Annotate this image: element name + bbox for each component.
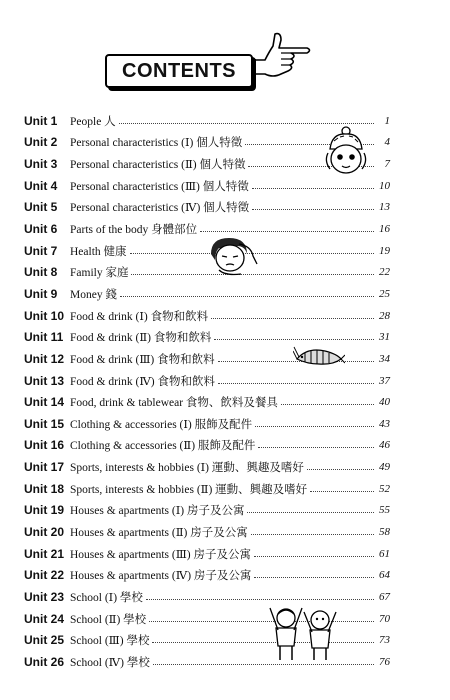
unit-label: Unit 16 — [24, 438, 65, 453]
unit-title: Health 健康 — [70, 245, 127, 258]
toc-entry — [24, 564, 390, 586]
dot-leader — [258, 447, 374, 448]
shrimp-icon — [293, 345, 345, 369]
page-number: 40 — [379, 396, 390, 409]
dot-leader — [200, 231, 374, 232]
pointing-hand-icon — [251, 30, 313, 86]
unit-label: Unit 14 — [24, 395, 65, 410]
page-number: 22 — [379, 266, 390, 279]
page-number: 1 — [384, 114, 390, 127]
page-number: 13 — [379, 201, 390, 214]
contents-header — [105, 30, 305, 92]
page-number: 52 — [379, 482, 390, 495]
unit-label: Unit 19 — [24, 503, 65, 518]
unit-label: Unit 21 — [24, 546, 65, 561]
unit-label: Unit 12 — [24, 351, 65, 366]
unit-title: Personal characteristics (Ⅳ) 個人特徵 — [70, 202, 250, 215]
page-number: 4 — [384, 136, 390, 149]
unit-title: Food & drink (Ⅰ) 食物和飲料 — [70, 310, 209, 323]
unit-label: Unit 25 — [24, 633, 65, 648]
unit-label: Unit 18 — [24, 481, 65, 496]
unit-label: Unit 17 — [24, 460, 65, 475]
unit-title: Sports, interests & hobbies (Ⅱ) 運動、興趣及嗜好 — [70, 483, 308, 496]
unit-title: Clothing & accessories (Ⅱ) 服飾及配件 — [70, 440, 256, 453]
dot-leader — [211, 318, 374, 319]
unit-title: Money 錢 — [70, 288, 117, 301]
unit-label: Unit 10 — [24, 308, 65, 323]
unit-label: Unit 20 — [24, 524, 65, 539]
unit-title: School (Ⅲ) 學校 — [70, 635, 150, 648]
unit-label: Unit 3 — [24, 157, 58, 172]
toc-entry — [24, 391, 390, 413]
unit-label: Unit 5 — [24, 200, 58, 215]
unit-label: Unit 8 — [24, 265, 58, 280]
dot-leader — [247, 512, 374, 513]
unit-title: Personal characteristics (Ⅰ) 個人特徵 — [70, 137, 243, 150]
unit-title: Houses & apartments (Ⅱ) 房子及公寓 — [70, 526, 248, 539]
contents-title: CONTENTS — [122, 59, 236, 82]
unit-label: Unit 9 — [24, 286, 58, 301]
page-number: 7 — [384, 158, 390, 171]
page-number: 10 — [379, 179, 390, 192]
dot-leader — [255, 426, 374, 427]
page-number: 25 — [379, 287, 390, 300]
unit-label: Unit 11 — [24, 330, 64, 345]
unit-title: Parts of the body 身體部位 — [70, 224, 198, 237]
toc-entry — [24, 305, 390, 327]
unit-label: Unit 7 — [24, 243, 58, 258]
toc-entry — [24, 370, 390, 392]
table-of-contents — [24, 110, 390, 673]
unit-title: Food & drink (Ⅲ) 食物和飲料 — [70, 353, 215, 366]
unit-title: People 人 — [70, 115, 116, 128]
page-number: 37 — [379, 374, 390, 387]
toc-entry — [24, 197, 390, 219]
unit-label: Unit 13 — [24, 373, 65, 388]
page-number: 64 — [379, 569, 390, 582]
unit-title: Personal characteristics (Ⅱ) 個人特徵 — [70, 159, 246, 172]
page-number: 31 — [379, 331, 390, 344]
dot-leader — [252, 188, 374, 189]
page-number: 76 — [379, 655, 390, 668]
page-number: 58 — [379, 525, 390, 538]
dot-leader — [146, 599, 374, 600]
unit-label: Unit 24 — [24, 611, 65, 626]
dot-leader — [307, 469, 374, 470]
unit-title: Personal characteristics (Ⅲ) 個人特徵 — [70, 180, 249, 193]
sick-woman-icon — [205, 234, 261, 278]
unit-title: Houses & apartments (Ⅲ) 房子及公寓 — [70, 548, 252, 561]
page-number: 55 — [379, 504, 390, 517]
unit-title: Food & drink (Ⅱ) 食物和飲料 — [70, 332, 212, 345]
page-number: 28 — [379, 309, 390, 322]
dot-leader — [119, 123, 374, 124]
toc-entry — [24, 413, 390, 435]
page-number: 43 — [379, 417, 390, 430]
page-number: 19 — [379, 244, 390, 257]
unit-label: Unit 22 — [24, 568, 65, 583]
dot-leader — [252, 209, 374, 210]
unit-title: Clothing & accessories (Ⅰ) 服飾及配件 — [70, 418, 253, 431]
unit-title: Food, drink & tablewear 食物、飲料及餐具 — [70, 397, 278, 410]
unit-label: Unit 6 — [24, 222, 58, 237]
toc-entry — [24, 500, 390, 522]
unit-title: Houses & apartments (Ⅰ) 房子及公寓 — [70, 505, 245, 518]
unit-title: School (Ⅳ) 學校 — [70, 656, 150, 669]
unit-title: Family 家庭 — [70, 267, 129, 280]
unit-title: School (Ⅰ) 學校 — [70, 591, 143, 604]
unit-label: Unit 23 — [24, 589, 65, 604]
unit-label: Unit 2 — [24, 135, 58, 150]
unit-title: School (Ⅱ) 學校 — [70, 613, 147, 626]
page-number: 67 — [379, 590, 390, 603]
dot-leader — [310, 491, 374, 492]
page-number: 70 — [379, 612, 390, 625]
page-number: 49 — [379, 461, 390, 474]
unit-label: Unit 15 — [24, 416, 65, 431]
toc-entry — [24, 283, 390, 305]
unit-title: Houses & apartments (Ⅳ) 房子及公寓 — [70, 570, 252, 583]
page-number: 34 — [379, 352, 390, 365]
dot-leader — [251, 534, 374, 535]
page-number: 61 — [379, 547, 390, 560]
girl-with-hat-icon — [322, 125, 370, 177]
contents-title-box — [105, 54, 253, 88]
toc-entry — [24, 521, 390, 543]
toc-entry — [24, 543, 390, 565]
unit-label: Unit 4 — [24, 178, 58, 193]
dot-leader — [214, 339, 374, 340]
toc-entry — [24, 478, 390, 500]
unit-title: Food & drink (Ⅳ) 食物和飲料 — [70, 375, 216, 388]
unit-label: Unit 1 — [24, 113, 58, 128]
page-number: 46 — [379, 439, 390, 452]
page-number: 16 — [379, 223, 390, 236]
unit-label: Unit 26 — [24, 654, 65, 669]
page-number: 73 — [379, 634, 390, 647]
two-students-icon — [266, 604, 342, 664]
toc-entry — [24, 456, 390, 478]
unit-title: Sports, interests & hobbies (Ⅰ) 運動、興趣及嗜好 — [70, 462, 304, 475]
dot-leader — [281, 404, 374, 405]
toc-entry — [24, 435, 390, 457]
dot-leader — [218, 383, 374, 384]
dot-leader — [254, 577, 374, 578]
dot-leader — [254, 556, 374, 557]
toc-entry — [24, 175, 390, 197]
dot-leader — [120, 296, 374, 297]
